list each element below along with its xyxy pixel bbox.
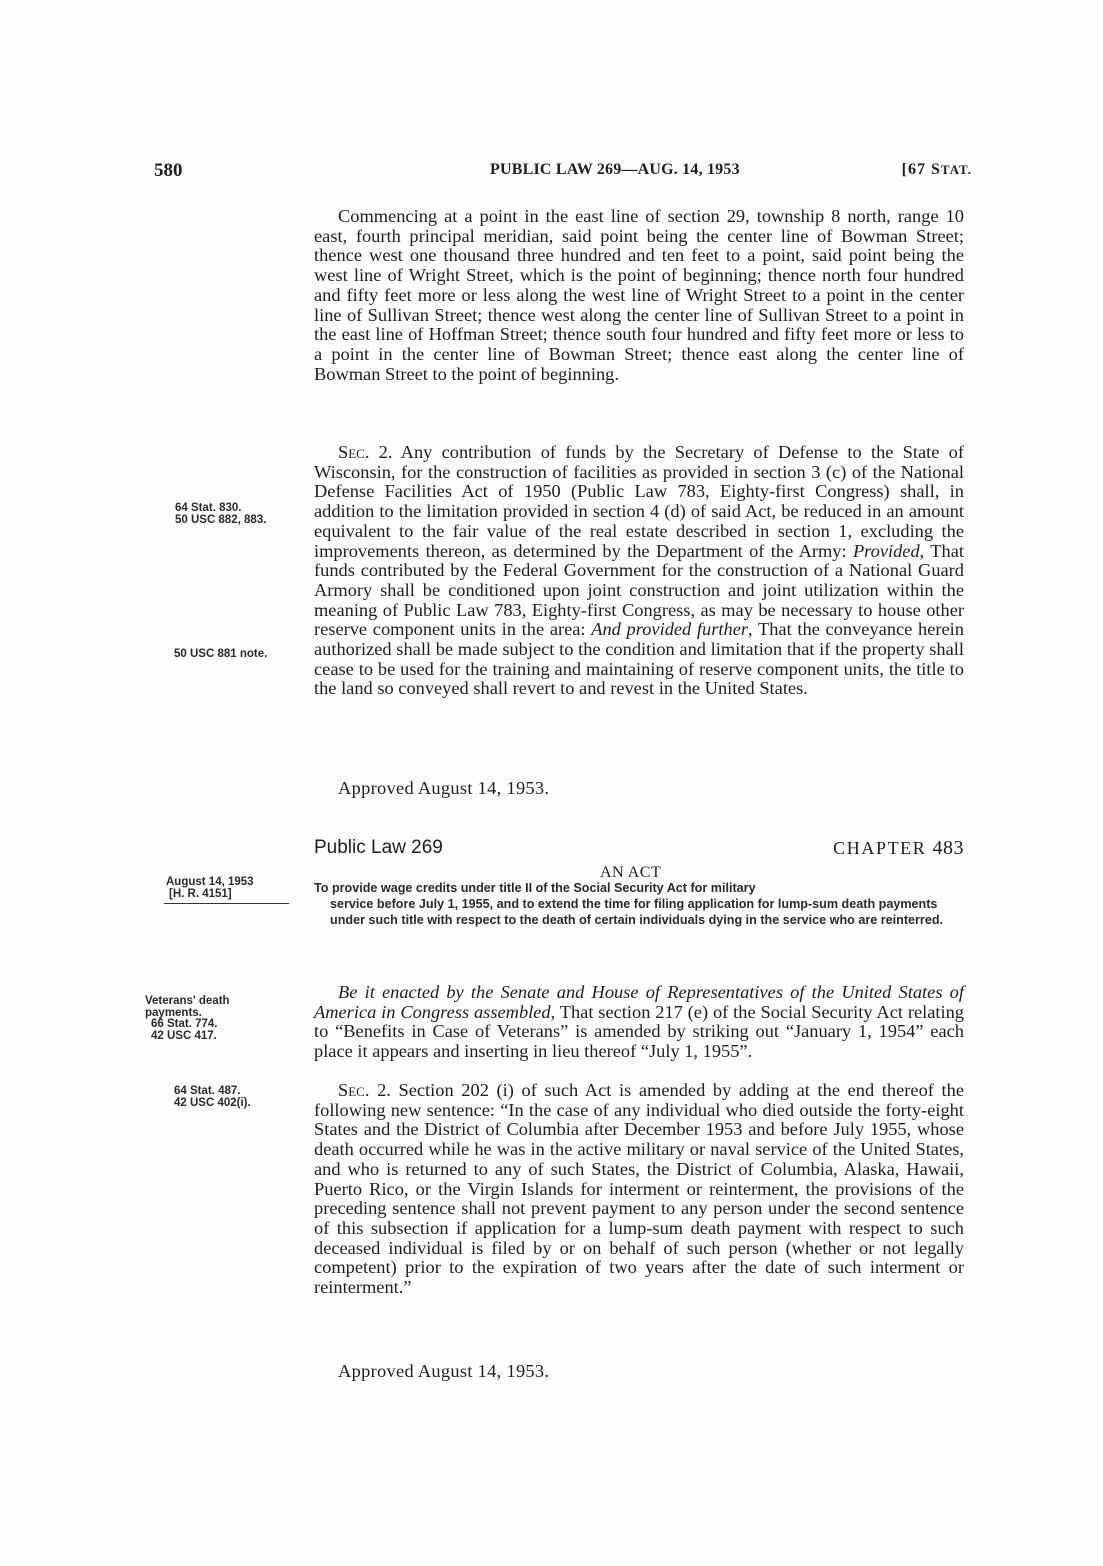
date-bill-box: [166, 876, 254, 900]
margin-note-64-stat-487: 64 Stat. 487. 42 USC 402(i).: [174, 1085, 251, 1109]
enactment-date: August 14, 1953: [166, 876, 254, 888]
enacting-italic: Be it enacted by the Senate and House of Representatives of the United States of America in Congress assembled: [314, 982, 964, 1022]
an-act-title: AN ACT: [600, 864, 662, 881]
sec-label: Sec.: [338, 442, 370, 462]
public-law-number: Public Law 269: [314, 837, 443, 858]
page-number: 580: [154, 160, 183, 181]
section-2-paragraph: Sec. 2. Any contribution of funds by the Secretary of Defense to the State of Wisconsin, for the construction of facilities as provided in section 3 (c) of the National Defense Facilities Act of 1950 (Public Law 783, Eighty-first Congress) shall, in addition to the limitation provided in section 4 (d) of said Act, be reduced in an amount equivalent to the fair value of the real estate described in section 1, excluding the improvements thereon, as determined by the Department of the Army: Provided, That funds contributed by the Federal Government for the construction of a National Guard Armory shall be conditioned upon joint construction and joint utilization within the meaning of Public Law 783, Eighty-first Congress, as may be necessary to house other reserve component units in the area: And provided further, That the conveyance herein authorized shall be made subject to the condition and limitation that if the property shall cease to be used for the training and maintaining of reserve component units, the title to the land so conveyed shall revert to and revest in the United States.: [314, 442, 964, 699]
running-head: PUBLIC LAW 269—AUG. 14, 1953: [490, 161, 740, 178]
sec-label-2: Sec.: [338, 1080, 370, 1100]
margin-note-50-usc-881: 50 USC 881 note.: [174, 648, 268, 660]
bill-number: [H. R. 4151]: [169, 888, 232, 900]
margin-note-64-stat-830: 64 Stat. 830. 50 USC 882, 883.: [175, 502, 267, 526]
date-underline: [164, 903, 289, 904]
section-1-description: Commencing at a point in the east line of section 29, township 8 north, range 10 east, fourth principal meridian, said point being the center line of Bowman Street; thence west one thousand three hundred and ten feet to a point, said point being the west line of Wright Street, which is the point of beginning; thence north four hundred and fifty feet more or less along the west line of Wright Street to a point in the center line of Sullivan Street; thence west along the center line of Sullivan Street to a point in the east line of Hoffman Street; thence south four hundred and fifty feet more or less to a point in the center line of Bowman Street; thence east along the center line of Bowman Street to the point of beginning.: [314, 206, 964, 384]
approved-date-1: Approved August 14, 1953.: [338, 778, 550, 798]
approved-date-2: Approved August 14, 1953.: [338, 1361, 550, 1381]
statute-volume-ref: [67 STAT.: [901, 161, 972, 178]
law-heading: [314, 837, 964, 863]
provided-further-italic: And provided further: [591, 619, 749, 640]
enacting-clause: Be it enacted by the Senate and House of Representatives of the United States of America in Congress assembled, That section 217 (e) of the Social Security Act relating to “Benefits in Case of Veterans” is amended by striking out “January 1, 1954” each place it appears and inserting in lieu thereof “July 1, 1955”.: [314, 982, 964, 1062]
page-header: [154, 160, 972, 186]
chapter-number: CHAPTER 483: [833, 837, 964, 859]
provided-italic: Provided: [852, 540, 920, 561]
act-purpose: To provide wage credits under title II of the Social Security Act for military service before July 1, 1955, and to extend the time for filing application for lump-sum death payments under such title with respect to the death of certain individuals dying in the service who are reinterred.: [314, 881, 944, 927]
act-section-2: Sec. 2. Section 202 (i) of such Act is amended by adding at the end thereof the following new sentence: “In the case of any individual who died outside the forty-eight States and the District of Columbia after December 1953 and before July 1955, whose death occurred while he was in the active military or naval service of the United States, and who is returned to any of such States, the District of Columbia, Alaska, Hawaii, Puerto Rico, or the Virgin Islands for interment or reinterment, the provisions of the preceding sentence shall not prevent payment to any person under the second sentence of this subsection if application for a lump-sum death payment with respect to such deceased individual is filed by or on behalf of such person (whether or not legally competent) prior to the expiration of two years after the date of such interment or reinterment.”: [314, 1080, 964, 1298]
margin-note-veterans: Veterans' death payments. 66 Stat. 774. 42 USC 417.: [145, 995, 230, 1042]
